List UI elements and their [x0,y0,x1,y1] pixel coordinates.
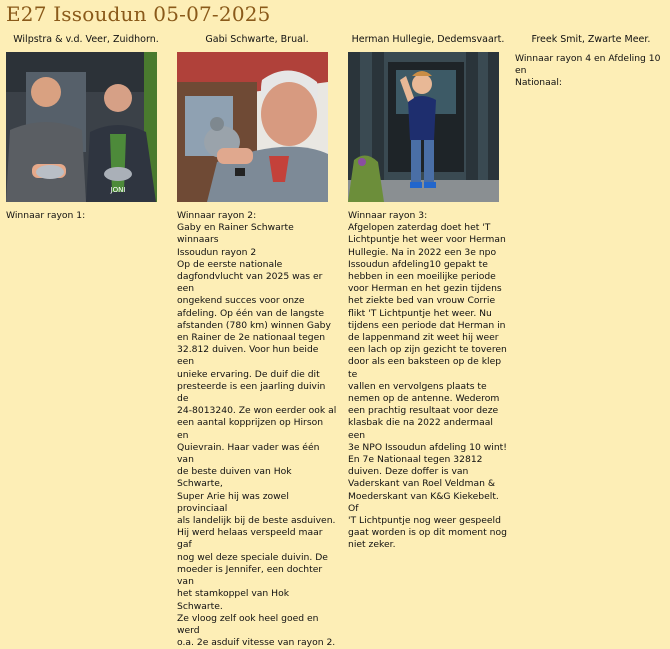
page-title: E27 Issoudun 05-07-2025 [6,2,271,26]
winner-caption: Winnaar rayon 3: Afgelopen zaterdag doet het 'T Lichtpuntje het weer voor Herman Hullegie. Na in 2022 een 3e npo Issoudun afdeling10 gepakt te hebben in een moeilijke periode voor Herman en het gezin tijdens het ziekte bed van vrouw Corrie flikt 'T Lichtpuntje het weer. Nu tijdens een periode dat Herman in de lappenmand zit weet hij weer een lach op zijn gezicht te toveren door als een baksteen op de klep te vallen en vervolgens plaats te nemen op de antenne. Wederom een prachtig resultaat voor deze klasbak die na 2022 andermaal een 3e NPO Issoudun afdeling 10 wint! En 7e Nationaal tegen 32812 duiven. Deze doffer is van Vaderskant van Roel Veldman & Moederskant van K&G Kiekebelt. Of 'T Lichtpuntje nog weer gespeeld gaat worden is op dit moment nog niet zeker. [348,210,507,551]
svg-text:JONI: JONI [110,186,126,194]
winner-name: Freek Smit, Zwarte Meer. [531,34,651,45]
winner-caption: Winnaar rayon 2: Gaby en Rainer Schwarte winnaars Issoudun rayon 2 Op de eerste nationale dagfondvlucht van 2025 was er een ongekend succes voor onze afdeling. Op één van de langste afstanden (780 km) winnen Gaby en Rainer de 2e nationaal tegen 32.812 duiven. Voor hun beide een unieke ervaring. De duif die dit presteerde is een jaarling duivin de 24-8013240. Ze won eerder ook al een aantal kopprijzen op Hirson en Quievrain. Haar vader was één van de beste duiven van Hok Schwarte, Super Arie hij was zowel provinciaal als landelijk bij de beste asduiven. Hij werd helaas verspeeld maar gaf nog wel deze speciale duivin. De moeder is Jennifer, een dochter van het stamkoppel van Hok Schwarte. Ze vloog zelf ook heel goed en werd o.a. 2e asduif vitesse van rayon 2. [177,210,337,649]
winner-column-rayon-1 [6,34,166,222]
winner-column-rayon-3 [348,34,508,552]
winner-photo [177,52,328,202]
winner-column-rayon-2 [177,34,337,649]
winner-name: Wilpstra & v.d. Veer, Zuidhorn. [13,34,159,45]
winner-name: Gabi Schwarte, Brual. [205,34,309,45]
winner-column-rayon-4 [515,34,667,90]
winner-caption: Winnaar rayon 1: [6,210,86,221]
winner-caption: Winnaar rayon 4 en Afdeling 10 en Nationaal: [515,53,661,89]
winner-name: Herman Hullegie, Dedemsvaart. [351,34,505,45]
winner-photo [6,52,157,202]
winner-photo [348,52,499,202]
